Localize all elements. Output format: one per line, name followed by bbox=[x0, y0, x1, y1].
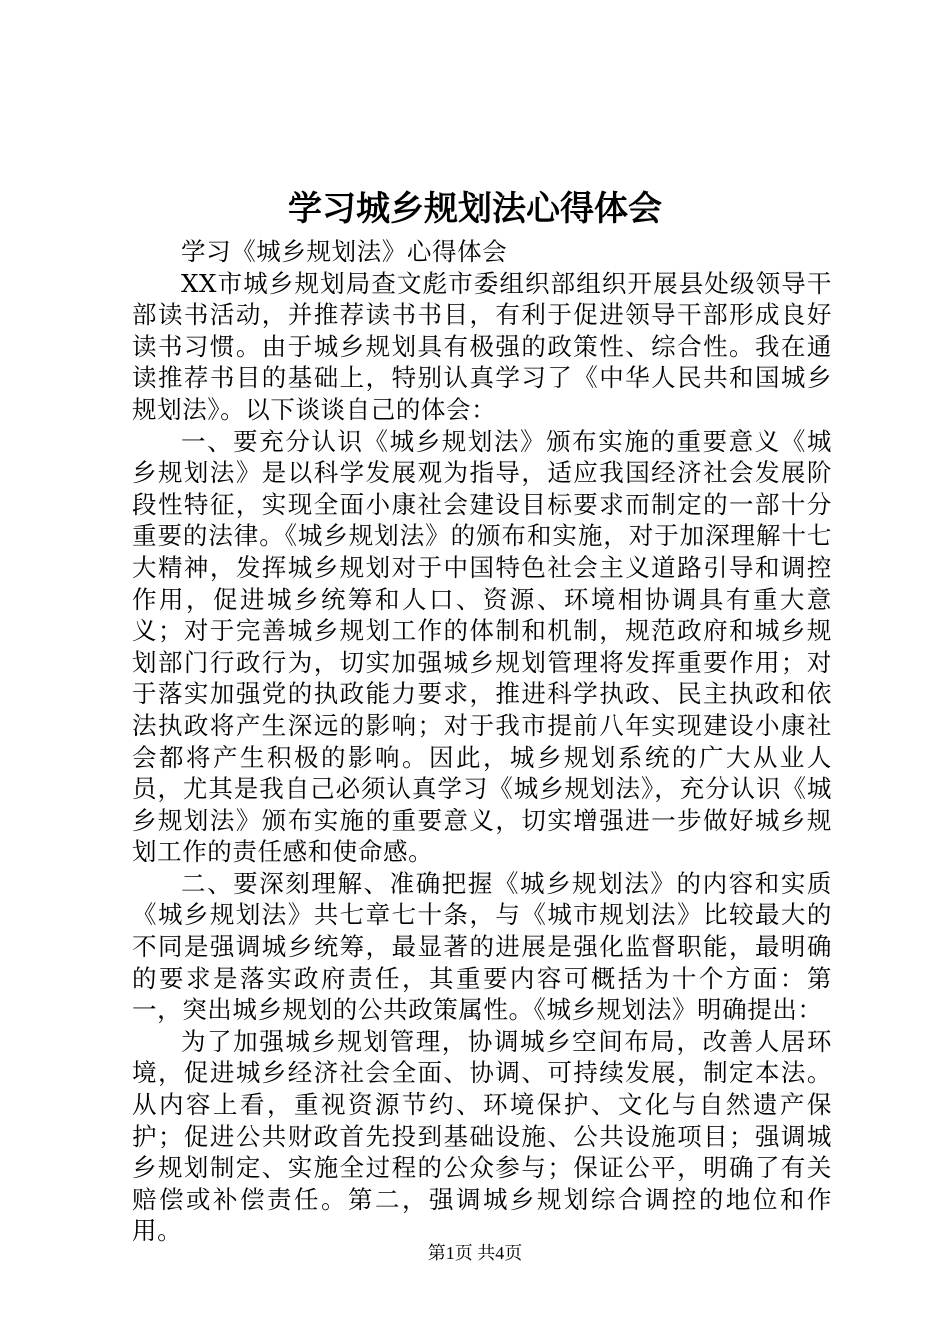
document-title: 学习城乡规划法心得体会 bbox=[288, 189, 662, 229]
intro-paragraph: XX市城乡规划局查文彪市委组织部组织开展县处级领导干部读书活动，并推荐读书书目，有利于促进领导干部形成良好读书习惯。由于城乡规划具有极强的政策性、综合性。我在通读推荐书目的基础上，特别认真学习了《中华人民共和国城乡规划法》。以下谈谈自己的体会： bbox=[132, 268, 832, 424]
document-body bbox=[132, 236, 832, 1247]
section-two-paragraph: 二、要深刻理解、准确把握《城乡规划法》的内容和实质《城乡规划法》共七章七十条，与《城市规划法》比较最大的不同是强调城乡统筹，最显著的进展是强化监督职能，最明确的要求是落实政府责任，其重要内容可概括为十个方面：第一，突出城乡规划的公共政策属性。《城乡规划法》明确提出： bbox=[132, 868, 832, 1025]
subtitle-paragraph: 学习《城乡规划法》心得体会 bbox=[181, 237, 508, 266]
section-one-paragraph: 一、要充分认识《城乡规划法》颁布实施的重要意义《城乡规划法》是以科学发展观为指导，适应我国经济社会发展阶段性特征，实现全面小康社会建设目标要求而制定的一部十分重要的法律。《城乡规划法》的颁布和实施，对于加深理解十七大精神，发挥城乡规划对于中国特色社会主义道路引导和调控作用，促进城乡统筹和人口、资源、环境相协调具有重大意义；对于完善城乡规划工作的体制和机制，规范政府和城乡规划部门行政行为，切实加强城乡规划管理将发挥重要作用；对于落实加强党的执政能力要求，推进科学执政、民主执政和依法执政将产生深远的影响；对于我市提前八年实现建设小康社会都将产生积极的影响。因此，城乡规划系统的广大从业人员，尤其是我自己必须认真学习《城乡规划法》，充分认识《城乡规划法》颁布实施的重要意义，切实增强进一步做好城乡规划工作的责任感和使命感。 bbox=[132, 426, 832, 867]
quote-paragraph: 为了加强城乡规划管理，协调城乡空间布局，改善人居环境，促进城乡经济社会全面、协调、可持续发展，制定本法。从内容上看，重视资源节约、环境保护、文化与自然遗产保护；促进公共财政首先投到基础设施、公共设施项目；强调城乡规划制定、实施全过程的公众参与；保证公平，明确了有关赔偿或补偿责任。第二，强调城乡规划综合调控的地位和作用。 bbox=[132, 1026, 832, 1246]
page-number-footer: 第1页 共4页 bbox=[427, 1243, 523, 1263]
